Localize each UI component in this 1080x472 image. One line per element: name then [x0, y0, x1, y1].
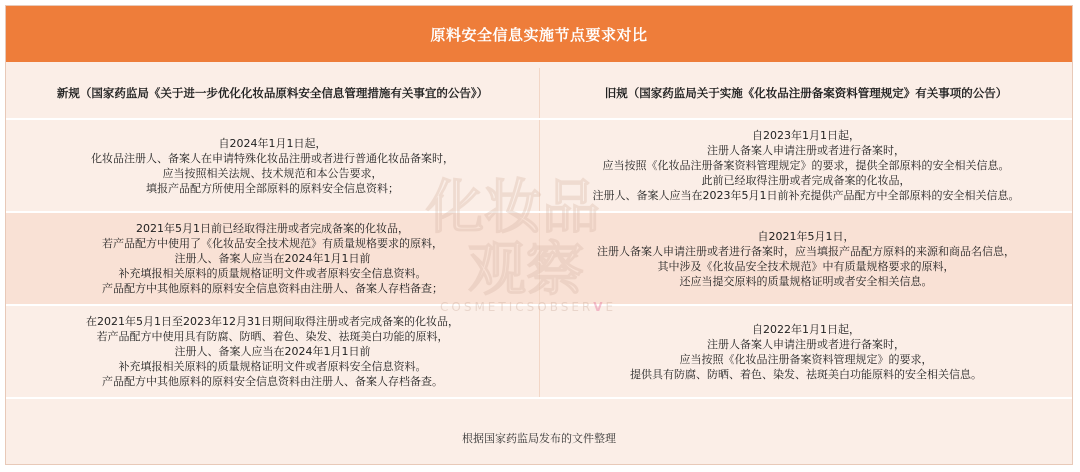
column-header-row — [6, 68, 1072, 120]
cell-line: 应当按照《化妆品注册备案资料管理规定》的要求，提供全部原料的安全相关信息。 — [602, 159, 1010, 172]
cell-line: 注册人、备案人应当在2024年1月1日前 — [174, 345, 371, 358]
cell-line: 应当按照相关法规、技术规范和本公告要求， — [162, 166, 383, 180]
cell-line: 产品配方中其他原料的原料安全信息资料由注册人、备案人存档备查； — [102, 282, 443, 295]
cell-line: 注册人、备案人应当在2023年5月1日前补充提供产品配方中全部原料的安全相关信息。 — [592, 189, 1020, 202]
watermark-line3-post: E — [605, 300, 617, 314]
cell-line: 补充填报相关原料的质量规格证明文件或者原料安全信息资料。 — [118, 267, 427, 280]
comparison-table — [5, 5, 1073, 465]
watermark-line3-pre: COSMETICSOBSER — [440, 300, 594, 314]
column-header-old: 旧规（国家药监局关于实施《化妆品注册备案资料管理规定》有关事项的公告） — [539, 68, 1072, 118]
cell-line: 应当按照《化妆品注册备案资料管理规定》的要求， — [679, 352, 933, 366]
cell-line: 注册人备案人申请注册或者进行备案时， — [707, 144, 905, 157]
cell-line: 填报产品配方所使用全部原料的原料安全信息资料； — [146, 181, 399, 195]
cell-line: 自2023年1月1日起， — [752, 129, 860, 142]
table-title: 原料安全信息实施节点要求对比 — [6, 6, 1072, 62]
table-row — [6, 213, 1072, 306]
cell-line: 注册人备案人申请注册或者进行备案时， — [707, 337, 905, 351]
new-rule-cell — [6, 306, 539, 397]
old-rule-cell — [539, 120, 1072, 211]
cell-line: 自2022年1月1日起， — [752, 322, 860, 336]
cell-line: 自2024年1月1日起， — [218, 136, 327, 150]
cell-line: 若产品配方中使用了《化妆品安全技术规范》有质量规格要求的原料， — [102, 237, 443, 250]
new-rule-cell — [6, 213, 539, 304]
cell-line: 此前已经取得注册或者完成备案的化妆品， — [701, 174, 911, 187]
column-header-new: 新规（国家药监局《关于进一步优化化妆品原料安全信息管理措施有关事宜的公告》） — [6, 68, 539, 118]
cell-line: 提供具有防腐、防晒、着色、染发、祛斑美白功能原料的安全相关信息。 — [630, 367, 982, 381]
cell-line: 产品配方中其他原料的原料安全信息资料由注册人、备案人存档备查。 — [102, 375, 443, 388]
table-body — [6, 68, 1072, 399]
cell-line: 2021年5月1日前已经取得注册或者完成备案的化妆品， — [136, 222, 409, 235]
cell-line: 自2021年5月1日， — [757, 229, 855, 243]
watermark-line3-accent: V — [593, 300, 606, 314]
cell-line: 若产品配方中使用具有防腐、防晒、着色、染发、祛斑美白功能的原料， — [96, 330, 449, 343]
cell-line: 化妆品注册人、备案人在申请特殊化妆品注册或者进行普通化妆品备案时， — [91, 151, 454, 165]
table-row — [6, 306, 1072, 399]
cell-line: 在2021年5月1日至2023年12月31日期间取得注册或者完成备案的化妆品， — [86, 315, 459, 328]
cell-line: 其中涉及《化妆品安全技术规范》中有质量规格要求的原料， — [657, 259, 955, 273]
old-rule-cell — [539, 306, 1072, 397]
source-note: 根据国家药监局发布的文件整理 — [462, 432, 616, 445]
cell-line: 还应当提交原料的质量规格证明或者安全相关信息。 — [679, 274, 933, 288]
new-rule-cell — [6, 120, 539, 211]
table-row — [6, 120, 1072, 213]
cell-line: 注册人备案人申请注册或者进行备案时，应当填报产品配方原料的来源和商品名信息， — [597, 244, 1015, 258]
cell-line: 注册人、备案人应当在2024年1月1日前 — [174, 252, 371, 265]
cell-line: 补充填报相关原料的质量规格证明文件或者原料安全信息资料。 — [118, 360, 427, 373]
old-rule-cell — [539, 213, 1072, 304]
